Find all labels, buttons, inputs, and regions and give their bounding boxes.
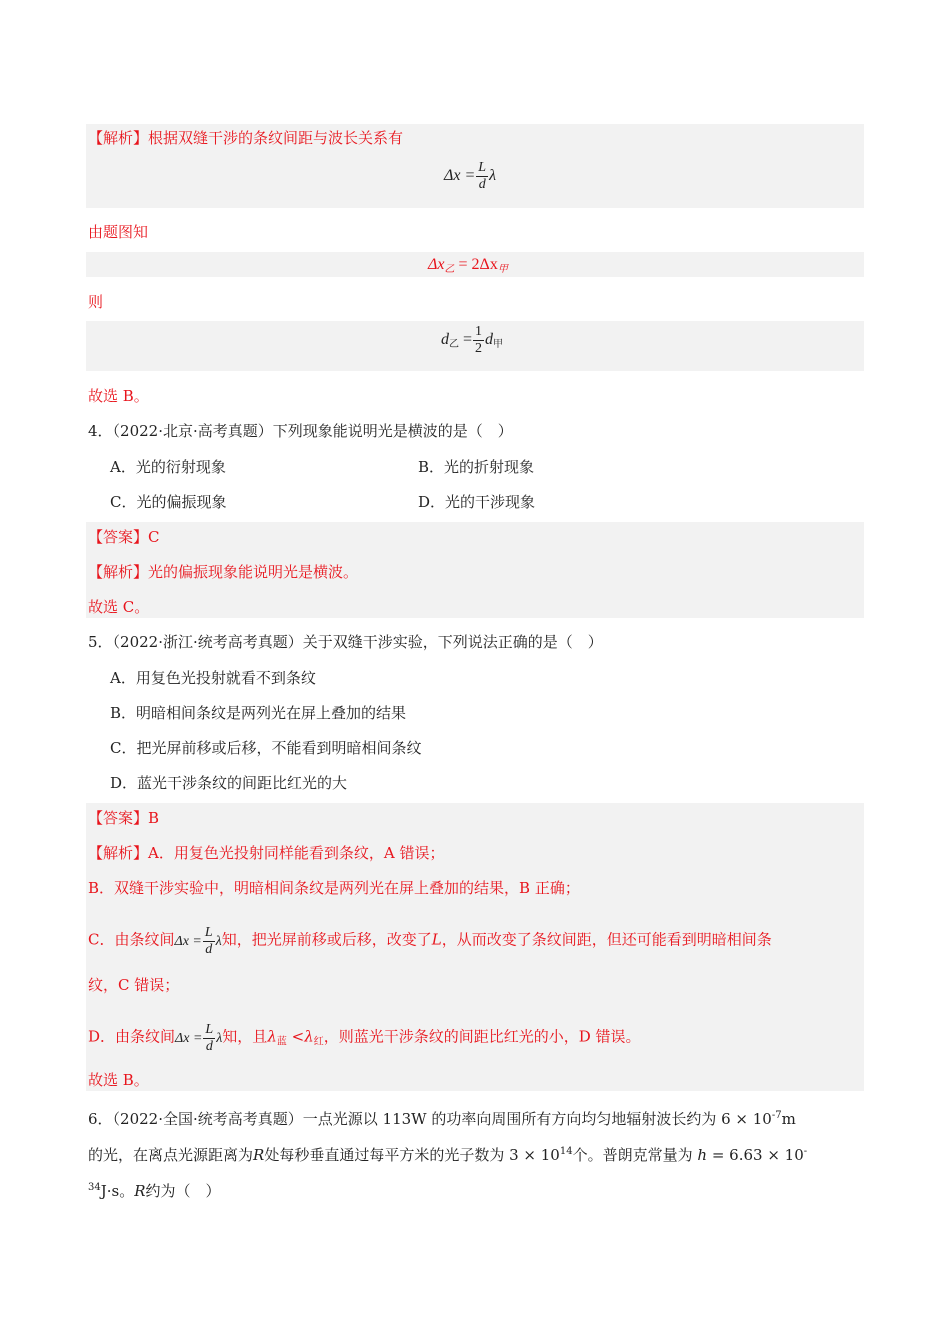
q5-option-b: B．明暗相间条纹是两列光在屏上叠加的结果 xyxy=(110,704,407,722)
q6-line-3: $^{34}$J·s。R约为（ ） xyxy=(88,1182,221,1200)
q4-answer: 【答案】C xyxy=(88,528,160,546)
q4-stem: 4．（2022·北京·高考真题）下列现象能说明光是横波的是（ ） xyxy=(88,422,513,440)
q6-line-2: 的光，在离点光源距离为R处每秒垂直通过每平方米的光子数为 $3 \times 10^{14}$个。普朗克常量为 h = 6.63 × 10- xyxy=(88,1146,808,1164)
q5-option-d: D．蓝光干涉条纹的间距比红光的大 xyxy=(110,774,348,792)
q5-conclusion: 故选 B。 xyxy=(88,1071,149,1089)
q5-analysis-c: C．由条纹间Δx = $\frac{L}{d}$ λ知，把光屏前移或后移，改变了L，从而改变了条纹间距，但还可能看到明暗相间条 xyxy=(88,925,772,957)
q5-analysis-d: D．由条纹间Δx = $\frac{L}{d}$ λ知，且$\lambda_蓝 <\lambda_红$，则蓝光干涉条纹的间距比红光的小，D 错误。 xyxy=(88,1022,641,1054)
q5-option-a: A．用复色光投射就看不到条纹 xyxy=(110,669,316,687)
equation-slit-distance: $d_乙$ = $\frac{1}{2}$ $d_甲$ xyxy=(441,324,504,356)
q4-option-b: B．光的折射现象 xyxy=(418,458,535,476)
q5-analysis-c-cont: 纹，C 错误； xyxy=(88,976,180,994)
then-line: 则 xyxy=(88,293,104,311)
q5-answer: 【答案】B xyxy=(88,809,160,827)
analysis-text: 根据双缝干涉的条纹间距与波长关系有 xyxy=(148,129,404,147)
q4-option-d: D．光的干涉现象 xyxy=(418,493,536,511)
q4-conclusion: 故选 C。 xyxy=(88,598,150,616)
q5-option-c: C．把光屏前移或后移，不能看到明暗相间条纹 xyxy=(110,739,422,757)
q5-stem: 5．（2022·浙江·统考高考真题）关于双缝干涉实验，下列说法正确的是（ ） xyxy=(88,633,603,651)
q6-line-1: 6．（2022·全国·统考高考真题）一点光源以 113W 的功率向周围所有方向均匀地辐射波长约为 $6 \times 10^{-7}m$ xyxy=(88,1110,796,1128)
analysis-tag: 【解析】 xyxy=(88,129,149,147)
q4-option-a: A．光的衍射现象 xyxy=(110,458,226,476)
given-line: 由题图知 xyxy=(88,223,149,241)
q4-option-c: C．光的偏振现象 xyxy=(110,493,227,511)
equation-ratio: $\Delta x_乙 = 2\Delta x_甲$ xyxy=(428,256,508,275)
analysis-line xyxy=(88,128,403,148)
q5-analysis-b: B．双缝干涉实验中，明暗相间条纹是两列光在屏上叠加的结果，B 正确； xyxy=(88,879,580,897)
equation-fringe-spacing: Δx = $\frac{L}{d}$ λ xyxy=(444,160,497,192)
q4-analysis: 【解析】光的偏振现象能说明光是横波。 xyxy=(88,563,359,581)
q5-analysis-a: 【解析】A．用复色光投射同样能看到条纹，A 错误； xyxy=(88,844,445,862)
conclusion-1: 故选 B。 xyxy=(88,387,149,405)
